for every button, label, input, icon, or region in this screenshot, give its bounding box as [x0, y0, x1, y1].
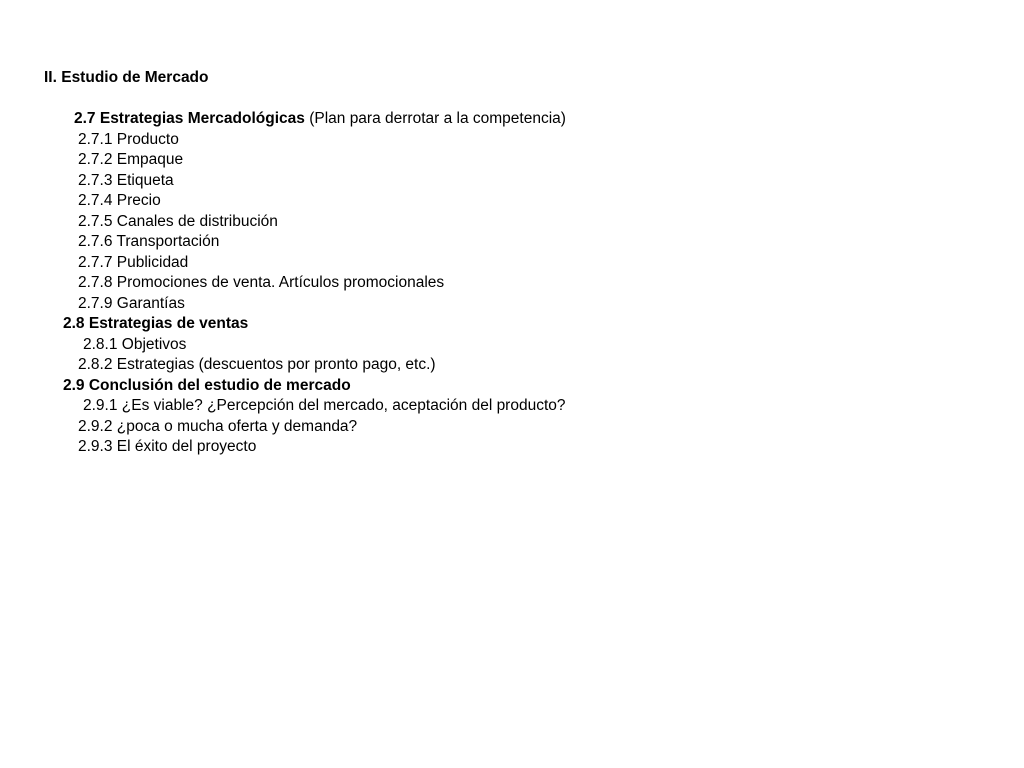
section-heading-2-7: [44, 109, 566, 130]
list-item-2-7-8: 2.7.8 Promociones de venta. Artículos promocionales: [78, 274, 445, 291]
list-item-2-9-2: 2.9.2 ¿poca o mucha oferta y demanda?: [78, 417, 358, 435]
list-item-2-7-1: 2.7.1 Producto: [78, 130, 179, 148]
section-heading-2-7-bold: 2.7 Estrategias Mercadológicas: [74, 110, 305, 127]
spacer: [44, 89, 566, 110]
list-item-2-7-9: 2.7.9 Garantías: [78, 294, 185, 312]
section-heading-2-8: 2.8 Estrategias de ventas: [63, 315, 249, 332]
list-item-2-7-6: 2.7.6 Transportación: [78, 233, 220, 250]
document-title: II. Estudio de Mercado: [44, 69, 209, 86]
outline-content: [44, 68, 566, 458]
list-item-2-7-3: 2.7.3 Etiqueta: [78, 171, 174, 189]
list-item-2-7-2: 2.7.2 Empaque: [78, 151, 184, 168]
list-item-2-8-1: 2.8.1 Objetivos: [83, 335, 187, 353]
list-item-2-9-3: 2.9.3 El éxito del proyecto: [78, 438, 257, 455]
list-item-2-7-4: 2.7.4 Precio: [78, 192, 161, 209]
list-item-2-7-5: 2.7.5 Canales de distribución: [78, 212, 278, 230]
section-heading-2-9: 2.9 Conclusión del estudio de mercado: [63, 376, 351, 394]
list-item-2-9-1: 2.9.1 ¿Es viable? ¿Percepción del mercado, aceptación del producto?: [83, 397, 566, 414]
list-item-2-8-2: 2.8.2 Estrategias (descuentos por pronto pago, etc.): [78, 356, 436, 373]
list-item-2-7-7: 2.7.7 Publicidad: [78, 253, 189, 271]
section-heading-2-7-note: (Plan para derrotar a la competencia): [304, 110, 566, 127]
